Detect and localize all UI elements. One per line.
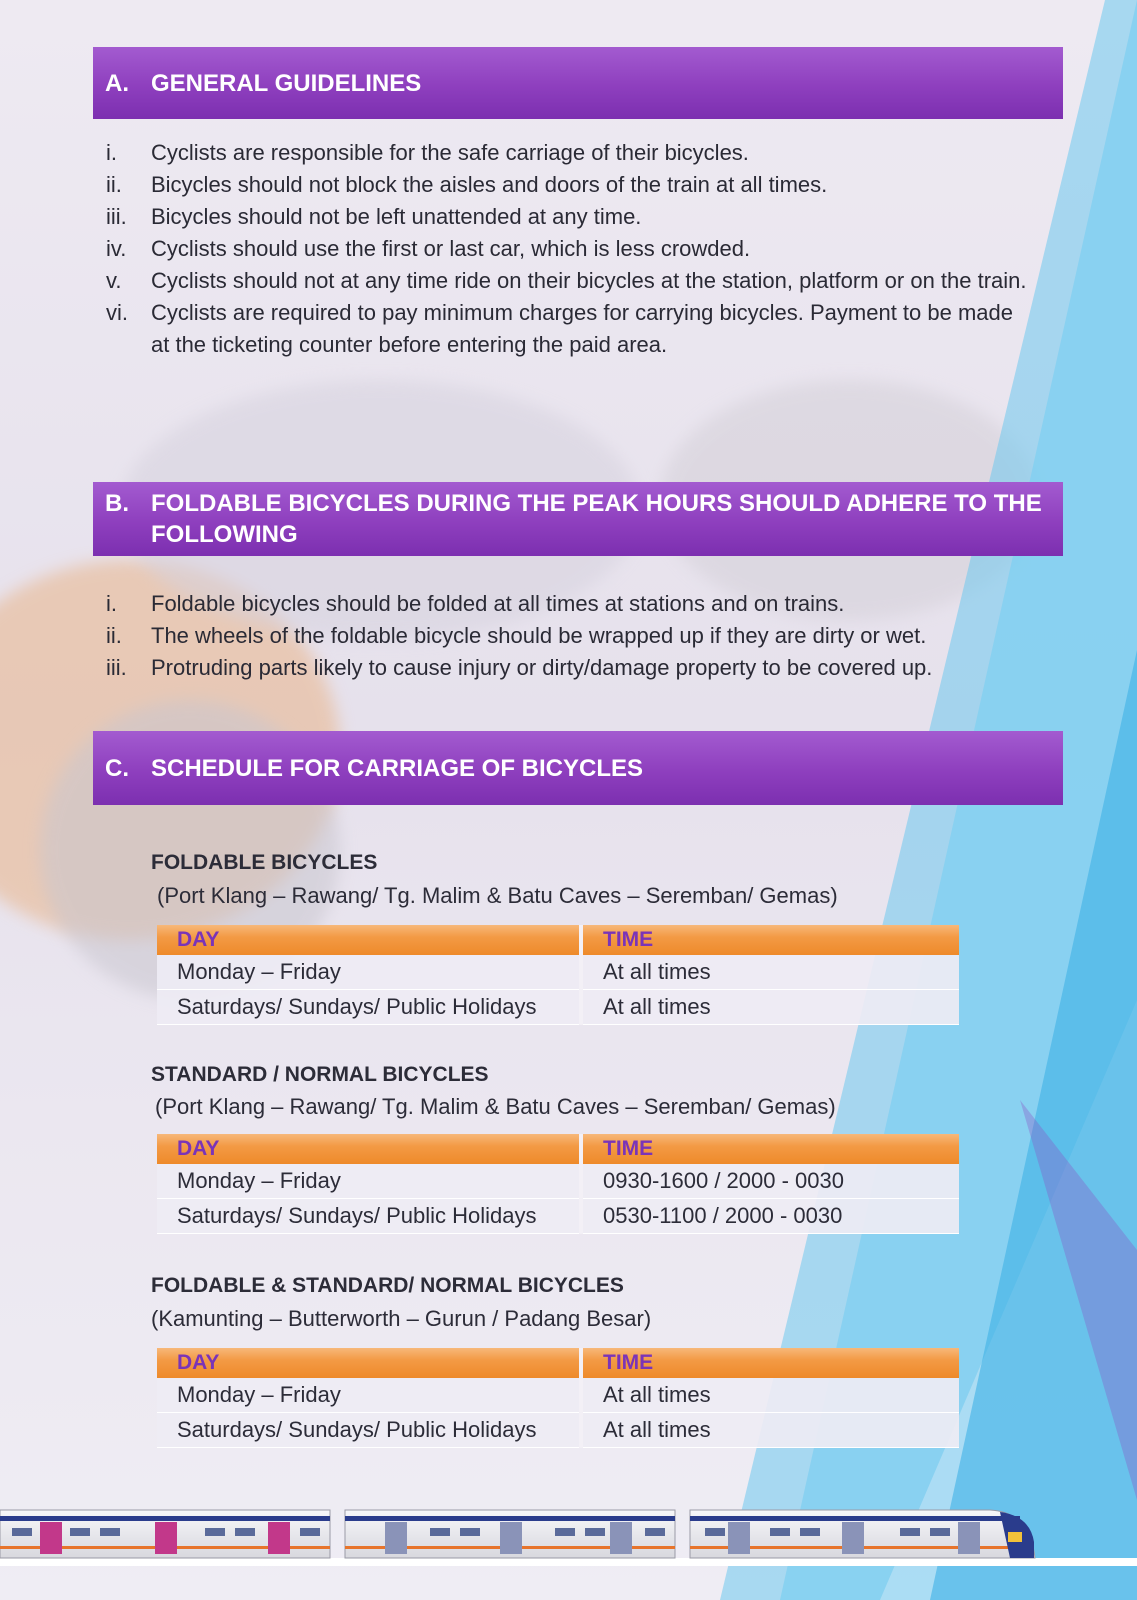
schedule-3-route: (Kamunting – Butterworth – Gurun / Padang Besar) [151, 1306, 652, 1331]
day-column-header: DAY [157, 1348, 581, 1378]
time-cell: 0530-1100 / 2000 - 0030 [581, 1199, 959, 1234]
section-a-title: GENERAL GUIDELINES [151, 69, 422, 97]
section-a-header [93, 47, 1063, 119]
day-cell: Saturdays/ Sundays/ Public Holidays [157, 990, 581, 1025]
peak-hours-list [106, 588, 1066, 684]
list-item-text: Cyclists are responsible for the safe carriage of their bicycles. [151, 140, 749, 165]
section-c-header [93, 731, 1063, 805]
table-header-row [157, 1134, 959, 1164]
day-cell: Monday – Friday [157, 1378, 581, 1413]
schedule-3-title: FOLDABLE & STANDARD/ NORMAL BICYCLES [151, 1274, 624, 1297]
table-row [157, 990, 959, 1025]
schedule-1-title: FOLDABLE BICYCLES [151, 851, 378, 874]
day-cell: Saturdays/ Sundays/ Public Holidays [157, 1413, 581, 1448]
time-cell: At all times [581, 1378, 959, 1413]
list-item [106, 297, 1036, 361]
list-item-number: iii. [106, 655, 127, 680]
time-cell: At all times [581, 1413, 959, 1448]
train-illustration [0, 1502, 1137, 1566]
section-b-letter: B. [105, 490, 129, 517]
schedule-1-table [157, 925, 959, 1025]
schedule-2-route: (Port Klang – Rawang/ Tg. Malim & Batu Caves – Seremban/ Gemas) [155, 1094, 836, 1119]
list-item-text: Protruding parts likely to cause injury or dirty/damage property to be covered up. [151, 655, 933, 680]
list-item-number: vi. [106, 300, 128, 325]
time-column-header: TIME [581, 925, 959, 955]
day-cell: Monday – Friday [157, 1164, 581, 1199]
day-column-header: DAY [157, 1134, 581, 1164]
time-column-header: TIME [581, 1134, 959, 1164]
table-header-row [157, 925, 959, 955]
list-item [106, 652, 1066, 684]
list-item-number: v. [106, 268, 122, 293]
table-row [157, 1413, 959, 1448]
guidelines-list [106, 137, 1036, 361]
list-item-text: Bicycles should not block the aisles and doors of the train at all times. [151, 172, 828, 197]
section-b-title: FOLDABLE BICYCLES DURING THE PEAK HOURS SHOULD ADHERE TO THE FOLLOWING [151, 490, 1042, 548]
list-item-number: ii. [106, 623, 122, 648]
list-item [106, 233, 1036, 265]
list-item [106, 201, 1036, 233]
table-row [157, 1164, 959, 1199]
list-item-number: ii. [106, 172, 122, 197]
time-column-header: TIME [581, 1348, 959, 1378]
list-item-number: i. [106, 140, 117, 165]
table-header-row [157, 1348, 959, 1378]
list-item-text: Foldable bicycles should be folded at all times at stations and on trains. [151, 591, 845, 616]
table-row [157, 1199, 959, 1234]
list-item [106, 265, 1036, 297]
list-item-number: iii. [106, 204, 127, 229]
schedule-3-table [157, 1348, 959, 1448]
list-item-text: Cyclists should not at any time ride on their bicycles at the station, platform or on the train. [151, 268, 1027, 293]
time-cell: 0930-1600 / 2000 - 0030 [581, 1164, 959, 1199]
list-item [106, 169, 1036, 201]
list-item [106, 137, 1036, 169]
list-item [106, 588, 1066, 620]
list-item-text: Cyclists are required to pay minimum charges for carrying bicycles. Payment to be made at the ticketing counter before entering the paid area. [151, 300, 1014, 357]
list-item-number: i. [106, 591, 117, 616]
section-c-title: SCHEDULE FOR CARRIAGE OF BICYCLES [151, 754, 644, 782]
section-b-header [93, 482, 1063, 556]
schedule-2-table [157, 1134, 959, 1234]
list-item-text: The wheels of the foldable bicycle should be wrapped up if they are dirty or wet. [151, 623, 927, 648]
list-item-text: Cyclists should use the first or last car, which is less crowded. [151, 236, 751, 261]
time-cell: At all times [581, 990, 959, 1025]
section-a-letter: A. [105, 69, 129, 97]
day-column-header: DAY [157, 925, 581, 955]
list-item-number: iv. [106, 236, 127, 261]
list-item [106, 620, 1066, 652]
day-cell: Saturdays/ Sundays/ Public Holidays [157, 1199, 581, 1234]
schedule-2-title: STANDARD / NORMAL BICYCLES [151, 1063, 489, 1086]
time-cell: At all times [581, 955, 959, 990]
section-c-letter: C. [105, 754, 129, 782]
day-cell: Monday – Friday [157, 955, 581, 990]
table-row [157, 955, 959, 990]
table-row [157, 1378, 959, 1413]
schedule-1-route: (Port Klang – Rawang/ Tg. Malim & Batu Caves – Seremban/ Gemas) [157, 883, 838, 908]
list-item-text: Bicycles should not be left unattended at any time. [151, 204, 642, 229]
